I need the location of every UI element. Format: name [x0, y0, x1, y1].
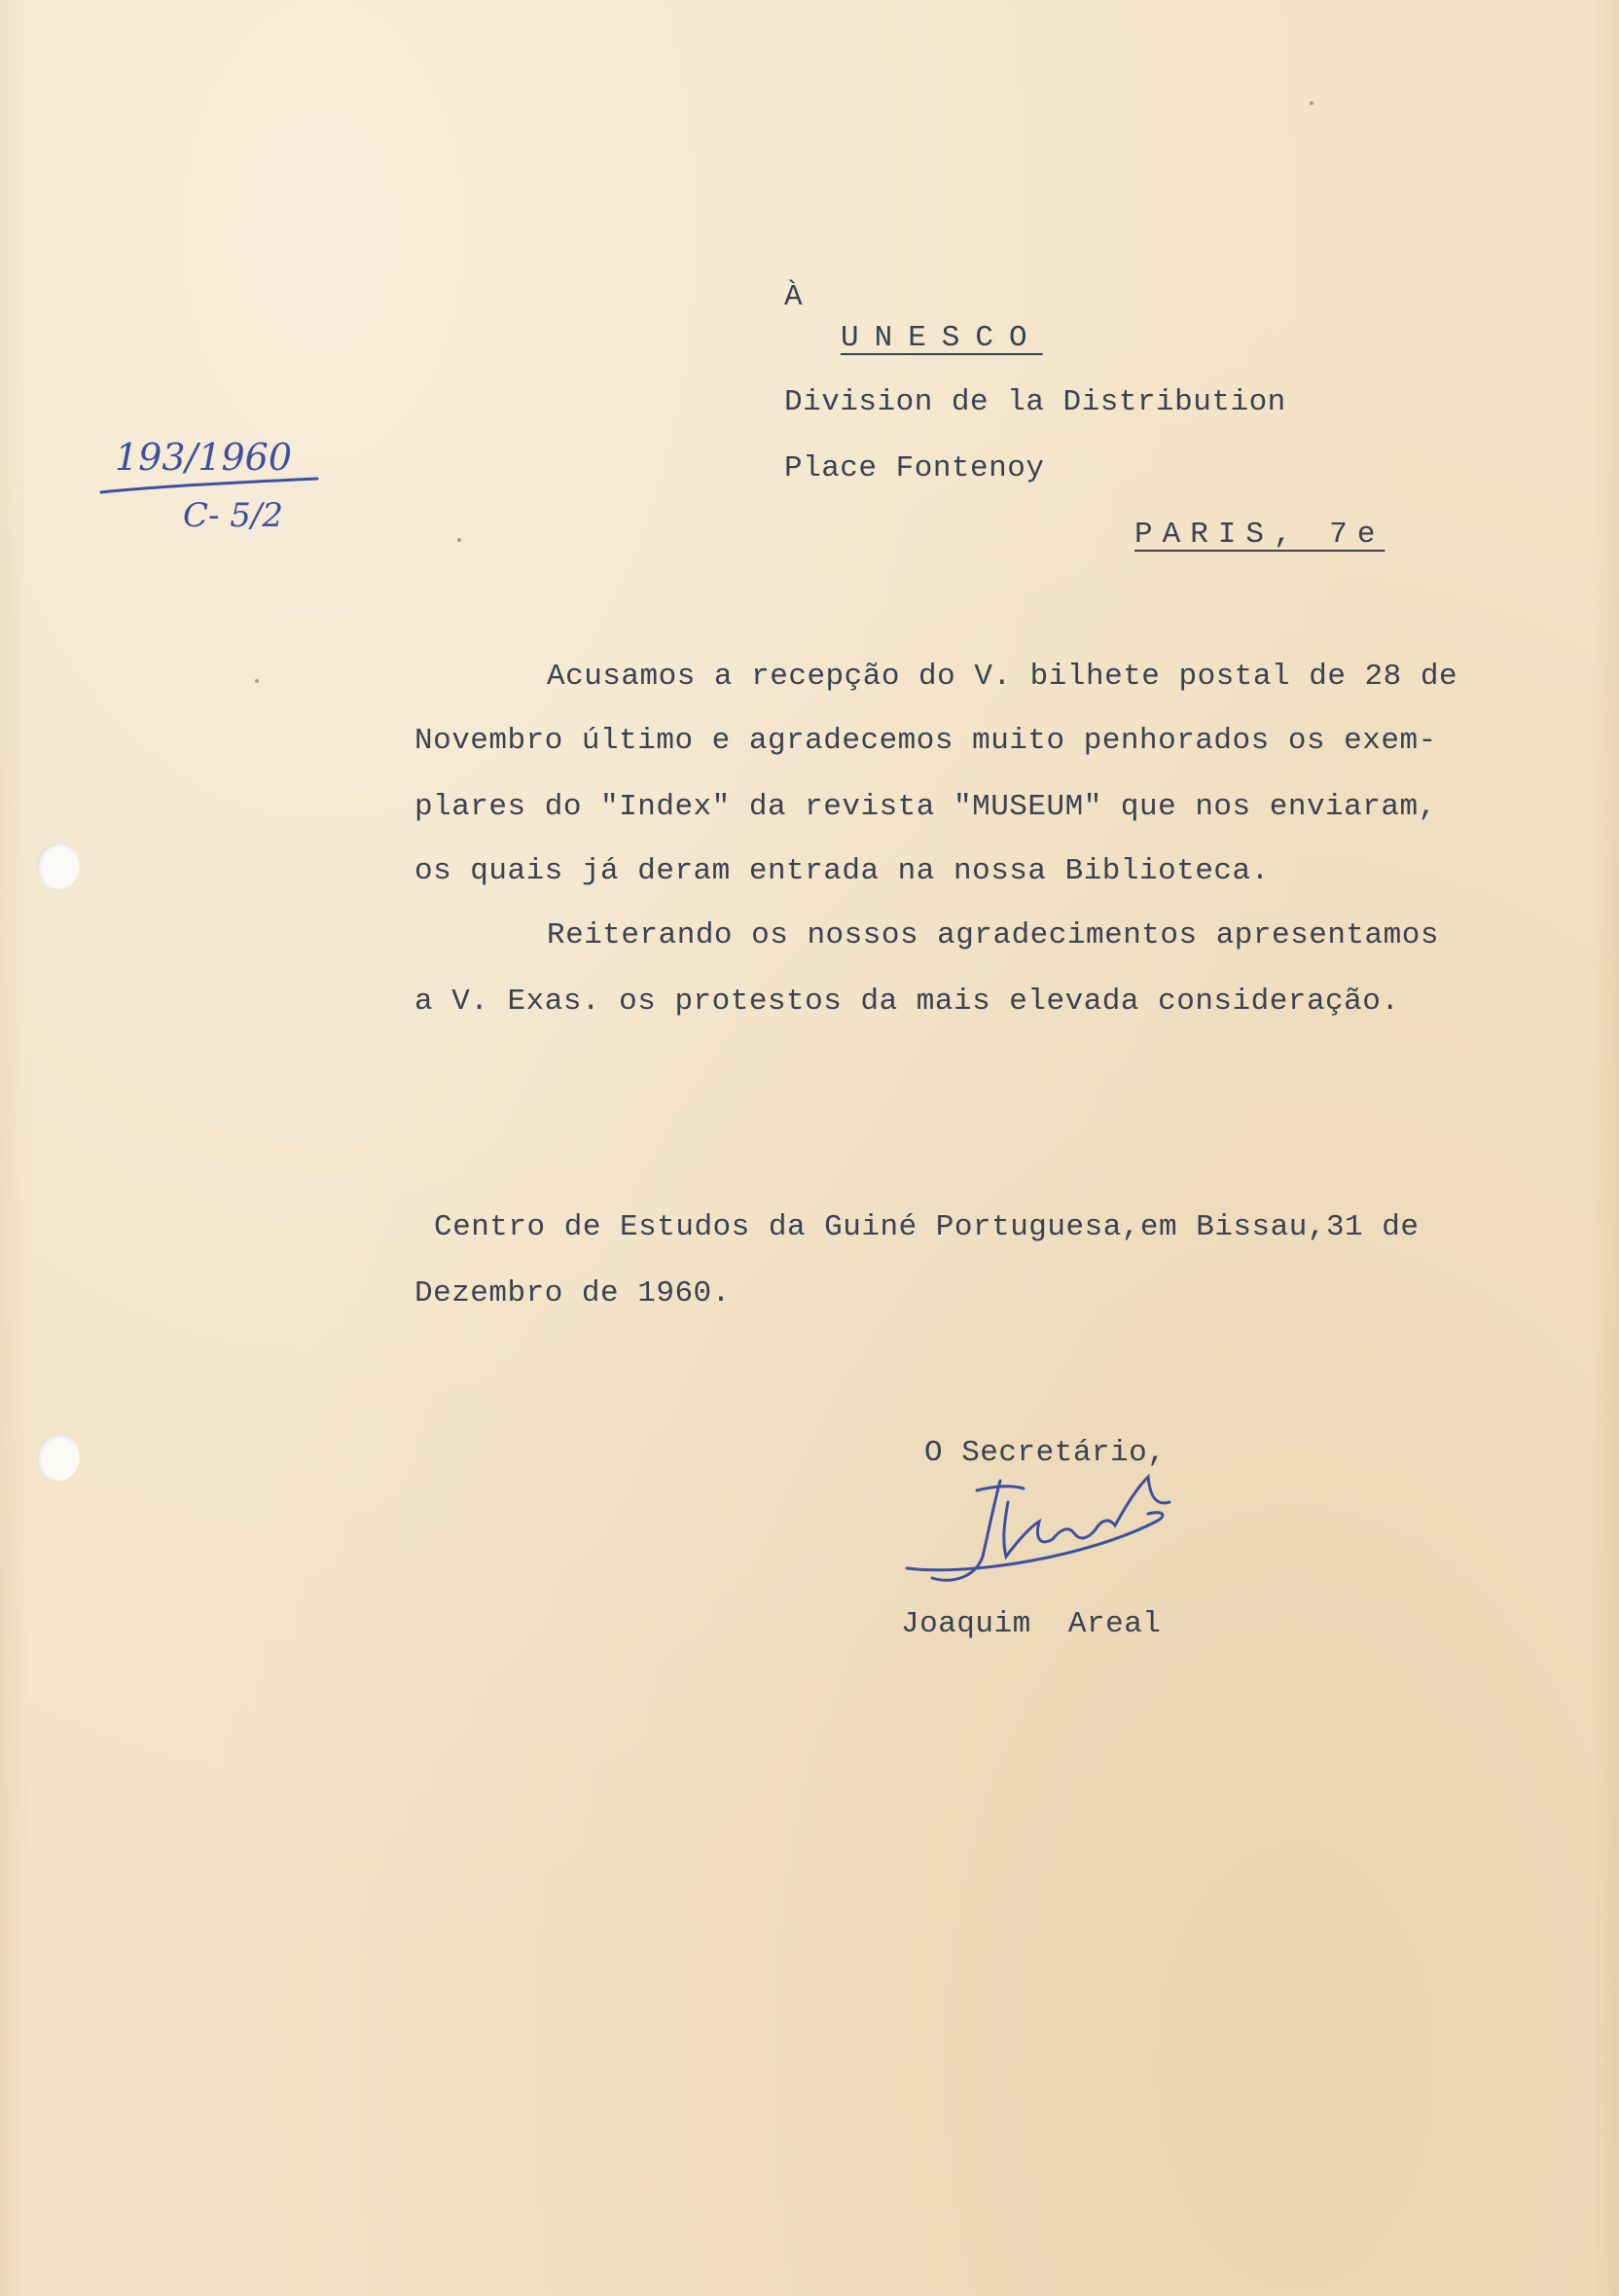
body-line: Novembro último e agradecemos muito penhorados os exem- — [414, 724, 1437, 758]
paper-speck — [457, 538, 461, 542]
place-date-line: Dezembro de 1960. — [414, 1276, 731, 1310]
archive-underline — [97, 465, 321, 500]
signatory-name: Joaquim Areal — [901, 1607, 1162, 1641]
punch-hole-bottom — [37, 1434, 80, 1481]
punch-hole-top — [37, 843, 80, 889]
body-line: Reiterando os nossos agradecimentos apresentamos — [547, 918, 1439, 952]
recipient-city: PARIS, 7e — [1134, 518, 1385, 552]
closing-title: O Secretário, — [924, 1436, 1167, 1470]
recipient-address: Place Fontenoy — [784, 451, 1045, 485]
recipient-name: UNESCO — [841, 321, 1043, 355]
body-line: Acusamos a recepção do V. bilhete postal de 28 de — [547, 660, 1458, 694]
handwritten-signature — [893, 1463, 1185, 1596]
paper-speck — [255, 679, 259, 683]
body-line: os quais já deram entrada na nossa Biblioteca. — [414, 854, 1270, 888]
paper-speck — [1310, 101, 1313, 105]
archive-number: 193/1960 — [115, 436, 293, 479]
recipient-prefix: À — [784, 280, 804, 314]
body-line: a V. Exas. os protestos da mais elevada consideração. — [414, 985, 1400, 1019]
body-line: plares do "Index" da revista "MUSEUM" que nos enviaram, — [414, 790, 1437, 824]
archive-class: C- 5/2 — [183, 496, 284, 535]
recipient-division: Division de la Distribution — [784, 385, 1286, 419]
place-date-line: Centro de Estudos da Guiné Portuguesa,em Bissau,31 de — [434, 1210, 1420, 1244]
